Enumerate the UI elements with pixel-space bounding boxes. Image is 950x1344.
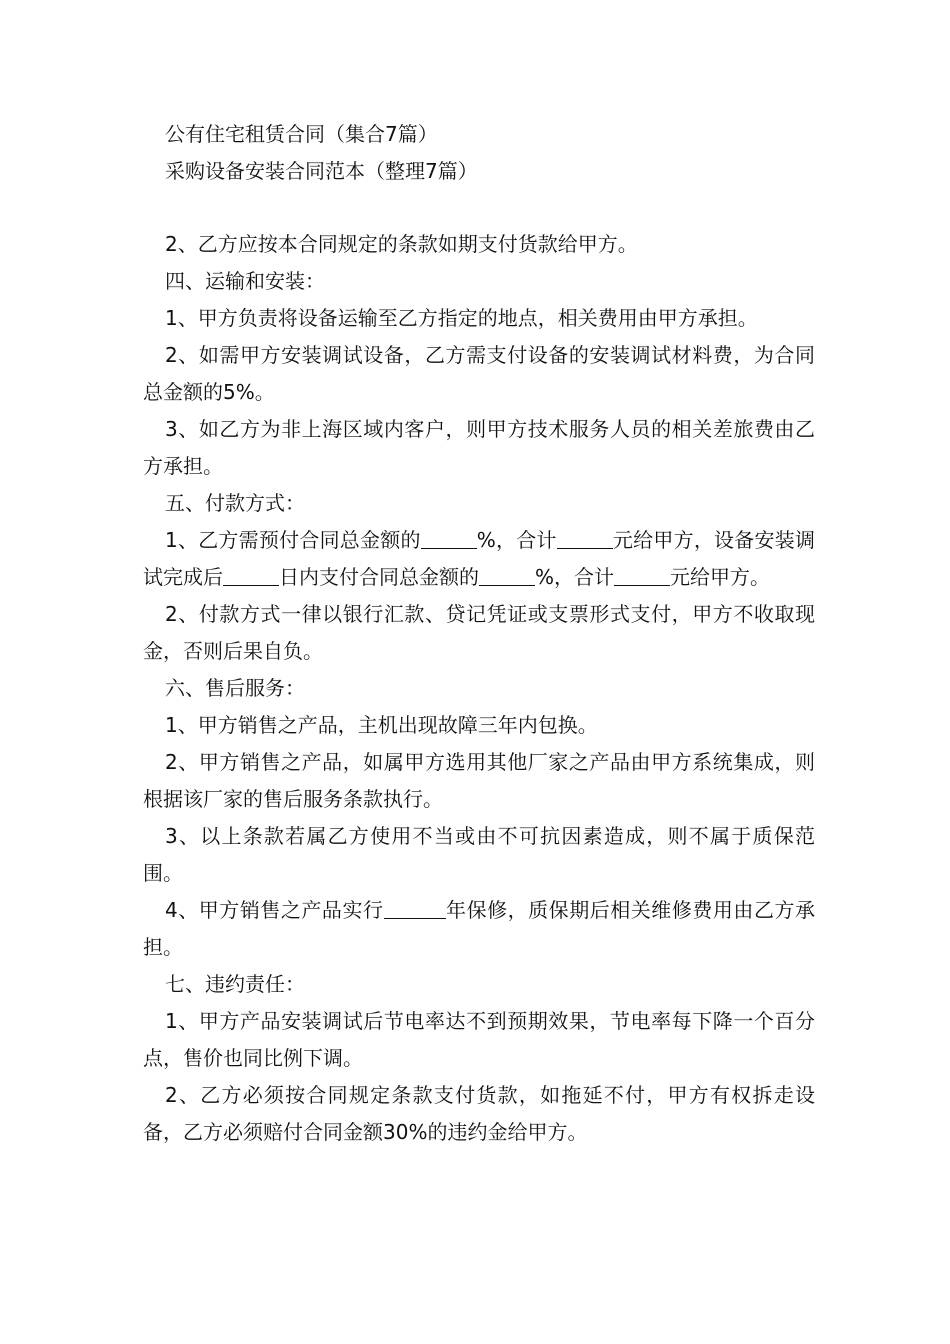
section-heading-payment: 五、付款方式： [165, 491, 305, 515]
prepayment-text-4: 日内支付合同总金额的 [279, 565, 479, 589]
section-heading-breach: 七、违约责任： [165, 972, 305, 996]
prepayment-text-3: 元给甲方，设备安装调试完成后 [143, 528, 815, 589]
clause-energy-saving: 1、甲方产品安装调试后节电率达不到预期效果，节电率每下降一个百分点，售价也同比例下调。 [143, 1009, 815, 1070]
clause-late-payment: 2、乙方必须按合同规定条款支付货款，如拖延不付，甲方有权拆走设备，乙方必须赔付合同金额30%的违约金给甲方。 [143, 1083, 815, 1144]
prepayment-text-5: %，合计 [535, 565, 615, 589]
blank-warranty-years [384, 897, 446, 919]
clause-warranty-exclusion: 3、以上条款若属乙方使用不当或由不可抗因素造成，则不属于质保范围。 [143, 824, 815, 885]
clause-transport: 1、甲方负责将设备运输至乙方指定的地点，相关费用由甲方承担。 [165, 306, 758, 330]
clause-replacement: 1、甲方销售之产品，主机出现故障三年内包换。 [165, 713, 598, 737]
section-heading-after-sales: 六、售后服务： [165, 676, 305, 700]
section-heading-transport: 四、运输和安装： [165, 269, 325, 293]
contract-body [143, 226, 815, 1151]
blank-days [223, 564, 279, 586]
blank-prepay-amount [557, 527, 613, 549]
related-links [143, 116, 843, 190]
clause-installation-fee: 2、如需甲方安装调试设备，乙方需支付设备的安装调试材料费，为合同总金额的5%。 [143, 343, 815, 404]
clause-prepayment [143, 522, 815, 596]
blank-balance-amount [614, 564, 670, 586]
clause-third-party: 2、甲方销售之产品，如属甲方选用其他厂家之产品由甲方系统集成，则根据该厂家的售后服务条款执行。 [143, 750, 815, 811]
clause-payment-method: 2、付款方式一律以银行汇款、贷记凭证或支票形式支付，甲方不收取现金，否则后果自负。 [143, 602, 815, 663]
warranty-text-2: 年保修，质保期后相关维修费用由乙方承担。 [143, 898, 815, 959]
blank-prepay-percent [421, 527, 477, 549]
blank-balance-percent [479, 564, 535, 586]
related-link-1[interactable]: 公有住宅租赁合同（集合7篇） [165, 122, 438, 146]
clause-warranty-period [143, 892, 815, 966]
prepayment-text-6: 元给甲方。 [670, 565, 771, 589]
related-link-2[interactable]: 采购设备安装合同范本（整理7篇） [165, 159, 478, 183]
warranty-text-1: 4、甲方销售之产品实行 [165, 898, 384, 922]
clause-buyer-payment: 2、乙方应按本合同规定的条款如期支付货款给甲方。 [165, 232, 638, 256]
prepayment-text-1: 1、乙方需预付合同总金额的 [165, 528, 421, 552]
clause-travel-expense: 3、如乙方为非上海区域内客户，则甲方技术服务人员的相关差旅费由乙方承担。 [143, 417, 815, 478]
prepayment-text-2: %，合计 [476, 528, 557, 552]
